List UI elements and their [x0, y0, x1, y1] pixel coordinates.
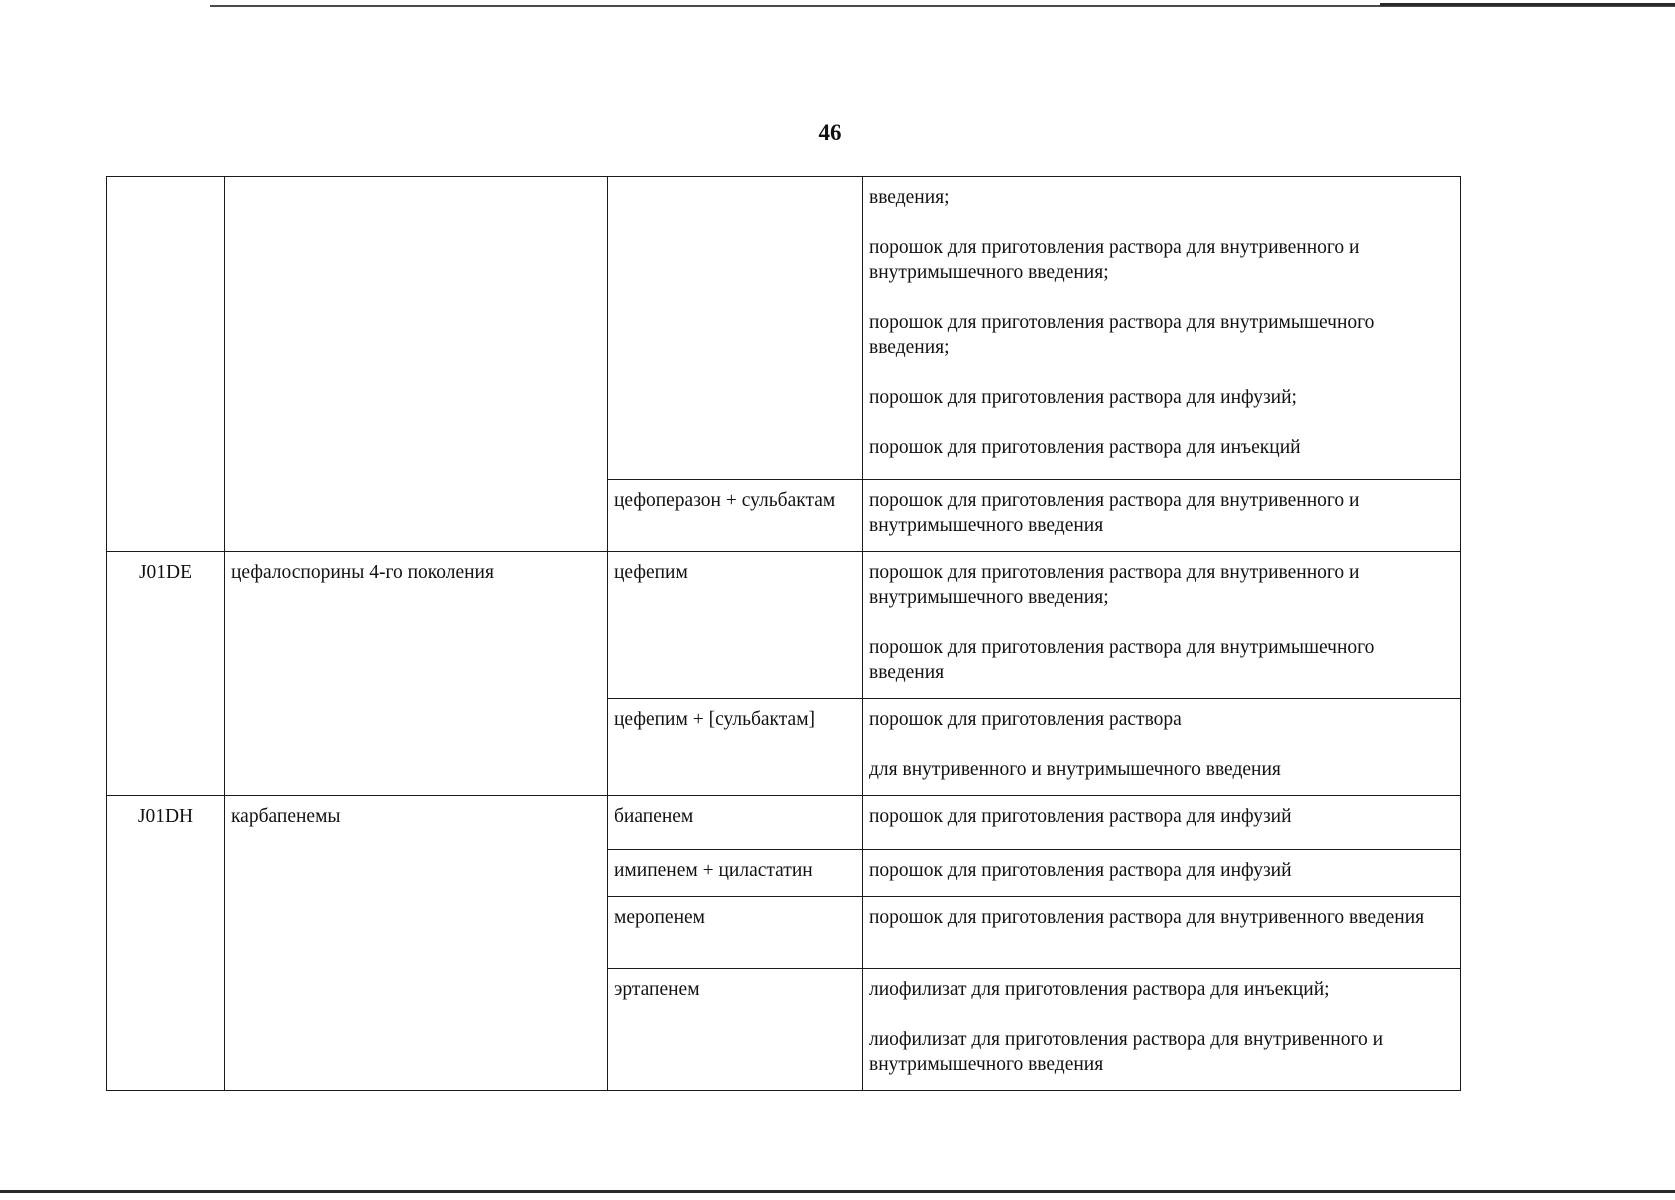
dosage-form-cell: [863, 177, 1461, 480]
dosage-form-cell: [863, 480, 1461, 552]
atc-code-cell: J01DH: [107, 796, 225, 1091]
table-row: [107, 796, 1461, 850]
atc-code-cell: [107, 177, 225, 552]
drug-cell: [608, 177, 863, 480]
dosage-form: введения;: [869, 187, 950, 208]
dosage-form-cell: [863, 699, 1461, 796]
table-row: [107, 177, 1461, 480]
scan-border-bottom: [0, 1190, 1675, 1193]
table-row: [107, 552, 1461, 699]
dosage-form-cell: [863, 969, 1461, 1091]
page-number: 46: [818, 120, 842, 145]
drug-table: [106, 176, 1461, 1091]
dosage-form: порошок для приготовления раствора для внутривенного и внутримышечного введения;: [869, 562, 1360, 608]
dosage-form-cell: [863, 552, 1461, 699]
dosage-form: для внутривенного и внутримышечного введения: [869, 759, 1281, 780]
dosage-form: порошок для приготовления раствора для инъекций: [869, 437, 1301, 458]
atc-code-cell: J01DE: [107, 552, 225, 796]
dosage-form: лиофилизат для приготовления раствора для внутривенного и внутримышечного введения: [869, 1029, 1384, 1075]
dosage-form: лиофилизат для приготовления раствора для инъекций;: [869, 979, 1330, 1000]
dosage-form: порошок для приготовления раствора: [869, 709, 1182, 730]
group-cell: [225, 177, 608, 552]
drug-cell: цефепим + [сульбактам]: [608, 699, 863, 796]
dosage-form: порошок для приготовления раствора для внутримышечного введения;: [869, 312, 1375, 358]
drug-cell: цефепим: [608, 552, 863, 699]
dosage-form: порошок для приготовления раствора для внутримышечного введения: [869, 637, 1375, 683]
scan-border-top-right: [1380, 3, 1675, 6]
dosage-form: порошок для приготовления раствора для инфузий: [869, 860, 1292, 881]
dosage-form: порошок для приготовления раствора для внутривенного и внутримышечного введения;: [869, 237, 1360, 283]
dosage-form-cell: [863, 897, 1461, 969]
group-cell: карбапенемы: [225, 796, 608, 1091]
drug-cell: цефоперазон + сульбактам: [608, 480, 863, 552]
drug-cell: биапенем: [608, 796, 863, 850]
dosage-form: порошок для приготовления раствора для инфузий: [869, 806, 1292, 827]
group-cell: цефалоспорины 4-го поколения: [225, 552, 608, 796]
dosage-form: порошок для приготовления раствора для внутривенного и внутримышечного введения: [869, 490, 1360, 536]
dosage-form-cell: [863, 796, 1461, 850]
dosage-form: порошок для приготовления раствора для внутривенного введения: [869, 907, 1425, 928]
dosage-form-cell: [863, 850, 1461, 897]
drug-cell: меропенем: [608, 897, 863, 969]
dosage-form: порошок для приготовления раствора для инфузий;: [869, 387, 1297, 408]
drug-cell: эртапенем: [608, 969, 863, 1091]
drug-cell: имипенем + циластатин: [608, 850, 863, 897]
